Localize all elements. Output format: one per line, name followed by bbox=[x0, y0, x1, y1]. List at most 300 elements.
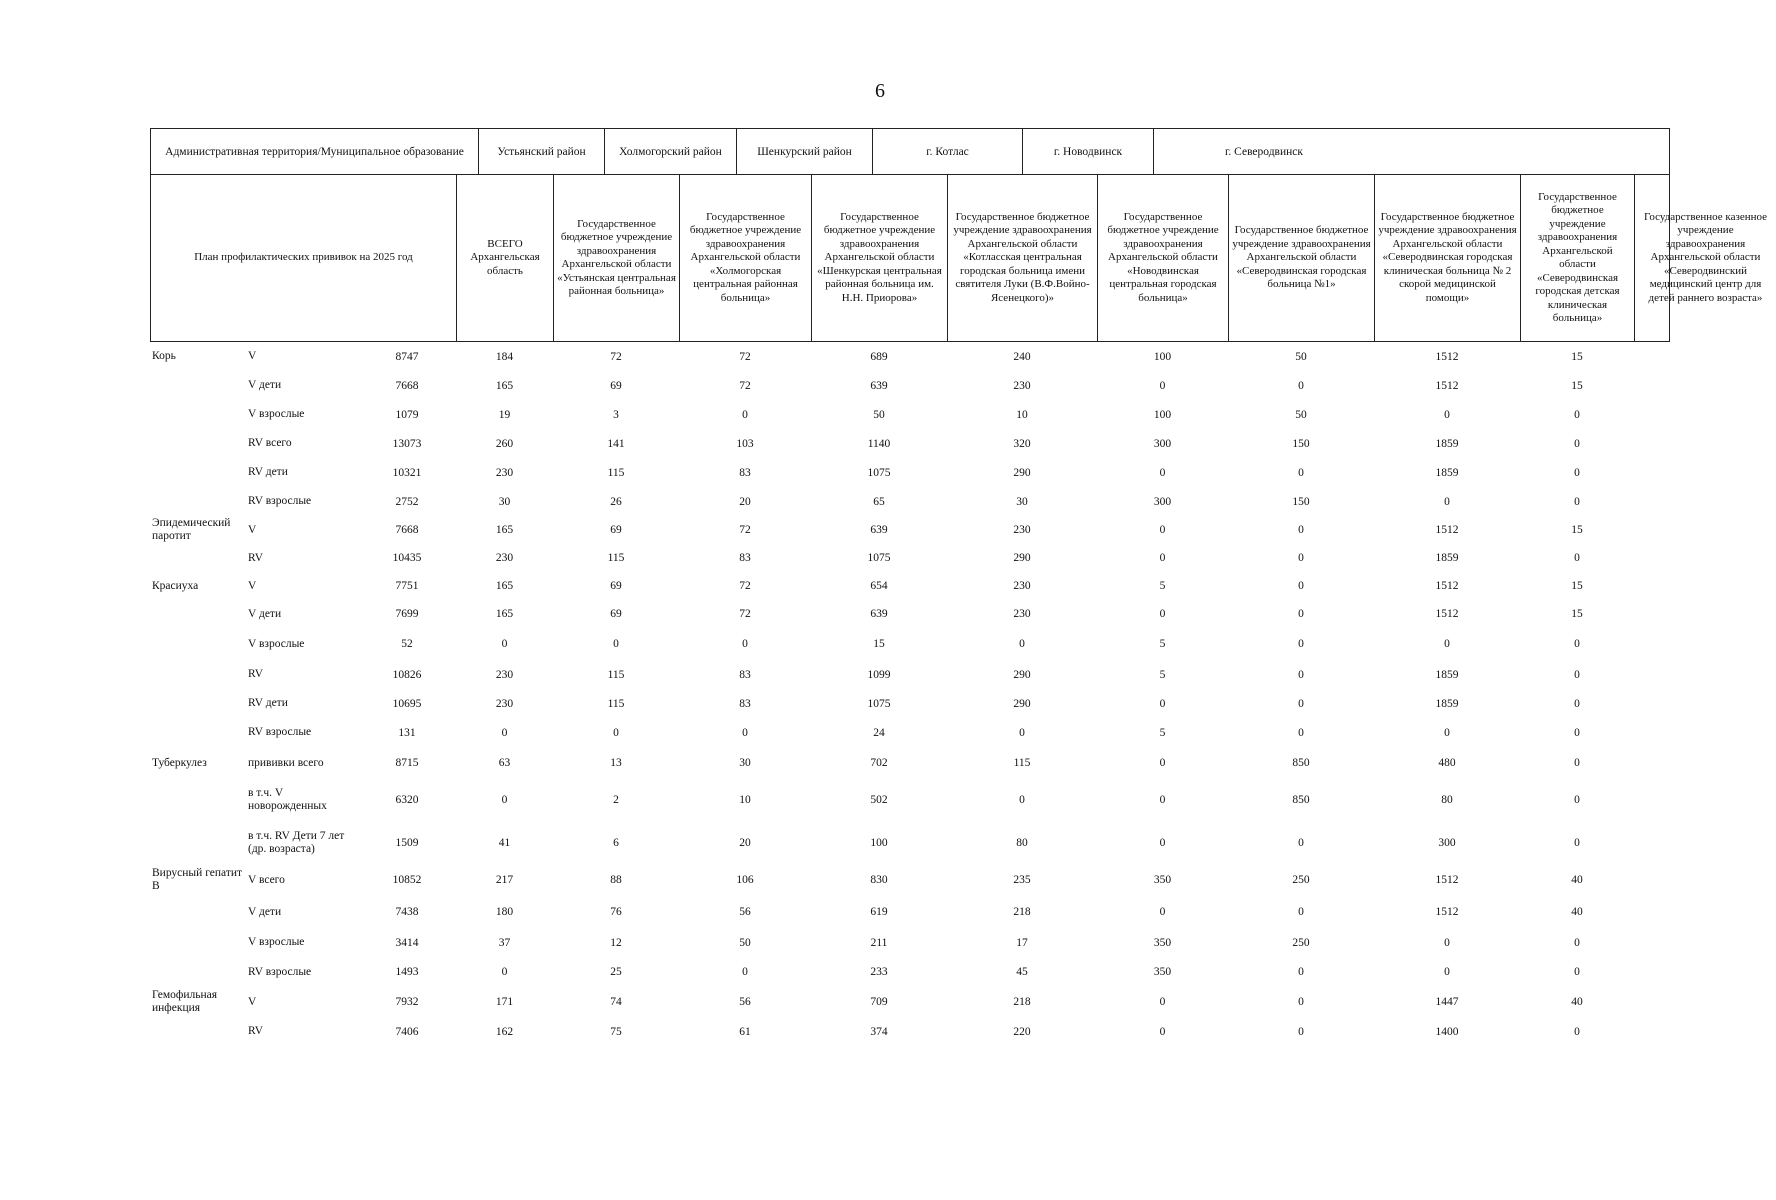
institution-value: 350 bbox=[1153, 874, 1172, 886]
institution-value: 1859 bbox=[1435, 668, 1459, 681]
institution-value: 300 bbox=[1153, 437, 1172, 450]
institution-value: 0 bbox=[501, 726, 508, 739]
table-row bbox=[150, 544, 1670, 572]
page-number: 6 bbox=[875, 80, 885, 102]
table-row bbox=[150, 689, 1670, 718]
table-row bbox=[150, 516, 1670, 544]
institution-value: 0 bbox=[1298, 379, 1304, 392]
institution-value: 0 bbox=[1298, 697, 1304, 710]
institution-value: 10 bbox=[1016, 408, 1028, 421]
institution-value: 0 bbox=[1574, 966, 1580, 978]
institution-value: 0 bbox=[1298, 966, 1304, 978]
total-value: 8715 bbox=[395, 757, 419, 769]
institution-value: 1512 bbox=[1435, 350, 1459, 363]
institution-value: 0 bbox=[1159, 552, 1166, 564]
district-header: Холмогорский район bbox=[605, 129, 737, 174]
institution-header: Государственное бюджетное учреждение здравоохранения Архангельской области «Северодвинская городская клиническая больница № 2 скорой медицинской помощи» bbox=[1375, 175, 1521, 341]
vaccination-type-label: RV взрослые bbox=[248, 495, 312, 507]
institution-value: 0 bbox=[742, 408, 748, 421]
institution-value: 165 bbox=[495, 524, 514, 536]
institution-value: 30 bbox=[498, 495, 511, 508]
institution-value: 300 bbox=[1153, 495, 1172, 508]
total-value: 10321 bbox=[392, 466, 422, 479]
institution-value: 0 bbox=[1298, 1025, 1304, 1038]
institution-value: 61 bbox=[739, 1025, 751, 1038]
institution-value: 0 bbox=[1444, 408, 1450, 421]
institution-value: 0 bbox=[1159, 697, 1166, 710]
institution-value: 230 bbox=[1013, 608, 1031, 620]
vaccination-type-label: V bbox=[248, 350, 257, 362]
institution-value: 217 bbox=[495, 874, 514, 886]
institution-value: 689 bbox=[870, 350, 888, 363]
institution-value: 290 bbox=[1013, 668, 1031, 681]
vaccination-type-label: V bbox=[248, 523, 257, 536]
institution-header: Государственное бюджетное учреждение здравоохранения Архангельской области «Шенкурская центральная районная больница им. Н.Н. Приорова» bbox=[812, 175, 948, 341]
total-value: 7406 bbox=[395, 1025, 419, 1038]
institution-value: 100 bbox=[1153, 408, 1172, 421]
total-value: 1509 bbox=[395, 836, 419, 849]
table-row bbox=[150, 400, 1670, 429]
institution-value: 374 bbox=[870, 1025, 888, 1038]
institution-value: 50 bbox=[739, 936, 751, 949]
institution-value: 1099 bbox=[867, 668, 891, 681]
institution-value: 230 bbox=[495, 552, 514, 564]
institution-value: 230 bbox=[495, 466, 514, 479]
institution-value: 56 bbox=[739, 996, 751, 1008]
institution-value: 350 bbox=[1153, 966, 1172, 978]
institution-value: 211 bbox=[870, 936, 888, 949]
vaccination-type-label: RV bbox=[248, 551, 264, 564]
institution-value: 69 bbox=[610, 580, 622, 592]
institution-value: 0 bbox=[1574, 552, 1580, 564]
institution-value: 0 bbox=[1444, 966, 1450, 978]
institution-value: 0 bbox=[1444, 726, 1450, 739]
institution-value: 290 bbox=[1013, 552, 1031, 564]
institution-value: 0 bbox=[1574, 437, 1580, 450]
institution-value: 56 bbox=[739, 906, 751, 918]
institution-value: 0 bbox=[742, 966, 748, 978]
institution-value: 3 bbox=[613, 408, 619, 421]
institution-value: 1075 bbox=[867, 697, 891, 710]
institution-header: Государственное бюджетное учреждение здравоохранения Архангельской области «Устьянская центральная районная больница» bbox=[554, 175, 680, 341]
institution-value: 26 bbox=[610, 495, 622, 508]
institution-value: 100 bbox=[870, 836, 888, 849]
vaccination-type-label: RV bbox=[248, 1025, 264, 1037]
institution-value: 0 bbox=[1159, 757, 1166, 769]
institution-value: 0 bbox=[1574, 757, 1580, 769]
vaccination-type-label: V дети bbox=[248, 379, 282, 391]
institution-value: 75 bbox=[610, 1025, 622, 1038]
institution-value: 1400 bbox=[1435, 1025, 1459, 1038]
institution-value: 0 bbox=[1298, 580, 1304, 592]
vaccination-type-label: V дети bbox=[248, 607, 282, 620]
vaccination-type-label: RV дети bbox=[248, 697, 288, 709]
table-row bbox=[150, 342, 1670, 371]
table-body bbox=[150, 342, 1670, 1046]
infection-label: Туберкулез bbox=[152, 756, 207, 769]
institution-value: 639 bbox=[870, 608, 888, 620]
total-value: 7932 bbox=[395, 996, 419, 1008]
institution-value: 0 bbox=[613, 726, 619, 739]
institution-value: 0 bbox=[1159, 836, 1166, 849]
institution-value: 0 bbox=[1574, 936, 1580, 949]
institution-value: 74 bbox=[610, 996, 622, 1008]
district-header: г. Котлас bbox=[873, 129, 1023, 174]
institution-value: 30 bbox=[739, 757, 751, 769]
infection-label: Корь bbox=[152, 350, 176, 362]
institution-value: 0 bbox=[1444, 495, 1450, 508]
institution-value: 639 bbox=[870, 524, 888, 536]
total-value: 13073 bbox=[392, 437, 422, 450]
district-header: г. Новодвинск bbox=[1023, 129, 1154, 174]
institution-value: 63 bbox=[498, 757, 511, 769]
institution-value: 0 bbox=[1298, 668, 1304, 681]
institution-value: 1512 bbox=[1435, 608, 1459, 620]
institution-value: 260 bbox=[495, 437, 514, 450]
institution-value: 115 bbox=[1013, 757, 1031, 769]
institution-value: 1512 bbox=[1435, 524, 1459, 536]
institution-value: 1512 bbox=[1435, 580, 1459, 592]
district-header: Устьянский район bbox=[479, 129, 605, 174]
institution-value: 230 bbox=[1013, 379, 1031, 392]
infection-label: Эпидемический паротит bbox=[152, 517, 231, 542]
institution-value: 24 bbox=[873, 726, 885, 739]
institution-value: 180 bbox=[495, 906, 514, 918]
institution-value: 1075 bbox=[867, 466, 891, 479]
table-row bbox=[150, 747, 1670, 779]
institution-header: Государственное бюджетное учреждение здравоохранения Архангельской области «Новодвинская центральная городская больница» bbox=[1098, 175, 1229, 341]
table-row bbox=[150, 957, 1670, 987]
institution-value: 0 bbox=[1019, 638, 1025, 650]
institution-value: 41 bbox=[498, 836, 511, 849]
institution-value: 162 bbox=[495, 1025, 514, 1038]
institution-value: 171 bbox=[495, 996, 514, 1008]
vaccination-type-label: RV bbox=[248, 668, 264, 680]
total-value: 10695 bbox=[392, 697, 422, 710]
institution-value: 69 bbox=[610, 608, 622, 620]
infection-label: Красиуха bbox=[152, 579, 199, 592]
vaccination-type-label: RV взрослые bbox=[248, 726, 312, 738]
institution-value: 69 bbox=[610, 524, 622, 536]
institution-value: 0 bbox=[1019, 726, 1025, 739]
institution-value: 830 bbox=[870, 874, 888, 886]
institution-value: 65 bbox=[873, 495, 885, 508]
total-value: 7668 bbox=[395, 524, 419, 536]
institution-header: Государственное бюджетное учреждение здравоохранения Архангельской области «Северодвинская городская детская клиническая больница» bbox=[1521, 175, 1635, 341]
institution-value: 72 bbox=[739, 608, 751, 620]
institution-value: 5 bbox=[1159, 726, 1166, 739]
institution-value: 5 bbox=[1159, 668, 1166, 681]
institution-value: 235 bbox=[1013, 874, 1031, 886]
institution-value: 850 bbox=[1292, 794, 1310, 806]
vaccination-type-label: прививки всего bbox=[248, 756, 324, 769]
institution-value: 83 bbox=[739, 697, 751, 710]
vaccination-type-label: V взрослые bbox=[248, 936, 305, 948]
institution-value: 0 bbox=[1298, 524, 1304, 536]
institution-value: 0 bbox=[1298, 552, 1304, 564]
institution-value: 0 bbox=[1298, 638, 1304, 650]
institution-value: 0 bbox=[1574, 638, 1580, 650]
institution-value: 50 bbox=[873, 408, 885, 421]
institution-value: 502 bbox=[870, 794, 888, 806]
vaccination-type-label: V bbox=[248, 995, 257, 1008]
total-value: 7668 bbox=[395, 379, 419, 392]
table-row bbox=[150, 458, 1670, 487]
table-row bbox=[150, 371, 1670, 400]
vaccination-type-label: V взрослые bbox=[248, 637, 305, 650]
total-value: 10826 bbox=[392, 668, 422, 681]
institution-value: 218 bbox=[1013, 906, 1031, 918]
institution-value: 72 bbox=[739, 580, 751, 592]
institution-value: 0 bbox=[1159, 524, 1166, 536]
institution-value: 13 bbox=[610, 757, 622, 769]
institution-value: 165 bbox=[495, 580, 514, 592]
total-value: 131 bbox=[398, 726, 416, 739]
institution-value: 10 bbox=[739, 794, 751, 806]
institution-value: 141 bbox=[607, 437, 625, 450]
institution-value: 69 bbox=[610, 379, 622, 392]
institution-value: 1859 bbox=[1435, 437, 1459, 450]
table-row bbox=[150, 1017, 1670, 1046]
total-value: 3414 bbox=[395, 936, 419, 949]
institution-value: 5 bbox=[1159, 580, 1166, 592]
institution-value: 6 bbox=[613, 836, 619, 849]
table-header-row bbox=[150, 128, 1670, 174]
institution-value: 0 bbox=[1574, 836, 1580, 849]
institution-value: 76 bbox=[610, 906, 622, 918]
institution-value: 0 bbox=[1298, 906, 1304, 918]
institution-value: 83 bbox=[739, 668, 751, 681]
institution-value: 0 bbox=[501, 966, 508, 978]
institution-value: 165 bbox=[495, 608, 514, 620]
institution-value: 40 bbox=[1571, 906, 1583, 918]
institution-value: 80 bbox=[1016, 836, 1028, 849]
institution-value: 290 bbox=[1013, 466, 1031, 479]
institution-header: Государственное казенное учреждение здравоохранения Архангельской области «Северодвинский медицинский центр для детей раннего возраста» bbox=[1643, 210, 1767, 304]
institution-value: 15 bbox=[1571, 608, 1583, 620]
institution-value: 233 bbox=[870, 966, 888, 978]
institution-value: 2 bbox=[613, 794, 619, 806]
total-value: 2752 bbox=[395, 495, 419, 508]
institution-value: 40 bbox=[1571, 996, 1583, 1008]
institution-value: 0 bbox=[1159, 794, 1166, 806]
institution-value: 1512 bbox=[1435, 874, 1459, 886]
institution-value: 240 bbox=[1013, 350, 1031, 363]
institution-value: 17 bbox=[1016, 936, 1028, 949]
institution-value: 0 bbox=[1159, 906, 1166, 918]
institution-value: 0 bbox=[1444, 936, 1450, 949]
institution-value: 0 bbox=[1574, 408, 1580, 421]
institution-value: 0 bbox=[501, 794, 508, 806]
institution-value: 5 bbox=[1159, 638, 1166, 650]
institution-value: 0 bbox=[1574, 495, 1580, 508]
institution-value: 150 bbox=[1292, 495, 1310, 508]
institution-value: 0 bbox=[1574, 668, 1580, 681]
institution-value: 1859 bbox=[1435, 552, 1459, 564]
vaccination-type-label: V дети bbox=[248, 905, 282, 918]
table-row bbox=[150, 628, 1670, 660]
institution-value: 639 bbox=[870, 379, 888, 392]
institution-value: 50 bbox=[1295, 350, 1307, 363]
institution-value: 709 bbox=[870, 996, 888, 1008]
institution-value: 83 bbox=[739, 466, 751, 479]
institution-value: 1140 bbox=[867, 437, 891, 450]
total-value: 10435 bbox=[392, 552, 422, 564]
institution-value: 619 bbox=[870, 906, 888, 918]
institution-value: 100 bbox=[1153, 350, 1172, 363]
institution-value: 0 bbox=[1444, 638, 1450, 650]
institution-value: 0 bbox=[1298, 836, 1304, 849]
infection-label: Вирусный гепатит В bbox=[152, 867, 243, 892]
total-value: 7751 bbox=[395, 580, 419, 592]
institution-value: 15 bbox=[1571, 524, 1583, 536]
institution-value: 20 bbox=[739, 836, 751, 849]
institution-value: 1447 bbox=[1435, 996, 1459, 1008]
institution-value: 0 bbox=[1159, 608, 1166, 620]
infection-label: Гемофильная инфекция bbox=[152, 989, 218, 1014]
table-row bbox=[150, 779, 1670, 821]
institution-value: 0 bbox=[1159, 1025, 1166, 1038]
institution-value: 230 bbox=[495, 697, 514, 710]
vaccination-type-label: RV взрослые bbox=[248, 965, 312, 978]
institution-value: 1859 bbox=[1435, 697, 1459, 710]
table-row bbox=[150, 660, 1670, 689]
institution-value: 0 bbox=[1574, 697, 1580, 710]
vaccination-type-label: в т.ч. V новорожденных bbox=[248, 787, 327, 812]
institution-value: 0 bbox=[1159, 996, 1166, 1008]
institution-value: 0 bbox=[1298, 726, 1304, 739]
district-header: г. Северодвинск bbox=[1224, 145, 1303, 158]
institution-value: 115 bbox=[607, 466, 625, 479]
institution-value: 702 bbox=[870, 757, 888, 769]
vaccination-type-label: V взрослые bbox=[248, 408, 305, 420]
institution-value: 72 bbox=[739, 524, 751, 536]
institution-value: 0 bbox=[1159, 379, 1166, 392]
institution-value: 850 bbox=[1292, 757, 1310, 769]
institution-value: 1859 bbox=[1435, 466, 1459, 479]
institution-value: 220 bbox=[1013, 1025, 1031, 1038]
total-value: 8747 bbox=[395, 350, 419, 363]
institution-value: 165 bbox=[495, 379, 514, 392]
institution-value: 0 bbox=[613, 638, 619, 650]
institution-value: 184 bbox=[495, 350, 514, 363]
institution-value: 0 bbox=[501, 638, 508, 650]
table-row bbox=[150, 487, 1670, 516]
table-row bbox=[150, 928, 1670, 957]
institution-value: 250 bbox=[1292, 936, 1310, 949]
institution-value: 654 bbox=[870, 580, 888, 592]
institution-value: 0 bbox=[742, 726, 748, 739]
institution-value: 230 bbox=[1013, 580, 1031, 592]
institution-value: 106 bbox=[736, 874, 754, 886]
institution-value: 0 bbox=[1298, 466, 1304, 479]
institution-value: 45 bbox=[1016, 966, 1028, 978]
institution-value: 1075 bbox=[867, 552, 891, 564]
institution-header: Государственное бюджетное учреждение здравоохранения Архангельской области «Котласская центральная городская больница имени святителя Луки (В.Ф.Войно-Ясенецкого)» bbox=[948, 175, 1098, 341]
vaccination-type-label: V всего bbox=[248, 873, 285, 886]
institution-value: 103 bbox=[736, 437, 754, 450]
institution-value: 300 bbox=[1438, 836, 1456, 849]
vaccination-plan-table bbox=[150, 128, 1767, 1046]
total-value: 1079 bbox=[395, 408, 419, 421]
institution-value: 72 bbox=[739, 379, 751, 392]
institution-value: 0 bbox=[1159, 466, 1166, 479]
institution-header: Государственное бюджетное учреждение здравоохранения Архангельской области «Северодвинская городская больница №1» bbox=[1229, 175, 1375, 341]
institution-value: 1512 bbox=[1435, 379, 1459, 392]
vaccination-type-label: в т.ч. RV Дети 7 лет (др. возраста) bbox=[248, 829, 345, 855]
total-value: 6320 bbox=[395, 794, 419, 806]
institution-value: 480 bbox=[1438, 757, 1456, 769]
plan-header: План профилактических прививок на 2025 год bbox=[151, 175, 457, 341]
institution-value: 15 bbox=[1571, 350, 1583, 363]
institution-value: 80 bbox=[1441, 794, 1453, 806]
total-header: ВСЕГО Архангельская область bbox=[457, 175, 554, 341]
vaccination-type-label: V bbox=[248, 579, 257, 592]
institution-value: 1512 bbox=[1435, 906, 1459, 918]
institution-value: 40 bbox=[1571, 874, 1583, 886]
institution-value: 15 bbox=[1571, 379, 1583, 392]
institution-value: 0 bbox=[1298, 996, 1304, 1008]
table-row bbox=[150, 896, 1670, 928]
institution-value: 15 bbox=[1571, 580, 1583, 592]
institution-value: 0 bbox=[1574, 466, 1580, 479]
institution-value: 20 bbox=[739, 495, 751, 508]
institution-value: 15 bbox=[873, 638, 885, 650]
institution-value: 19 bbox=[498, 408, 511, 421]
table-row bbox=[150, 987, 1670, 1017]
institution-value: 88 bbox=[610, 874, 622, 886]
table-row bbox=[150, 718, 1670, 747]
total-value: 7438 bbox=[395, 906, 419, 918]
institution-value: 230 bbox=[1013, 524, 1031, 536]
total-value: 52 bbox=[401, 638, 413, 650]
institution-value: 12 bbox=[610, 936, 622, 949]
table-row bbox=[150, 864, 1670, 896]
institution-value: 0 bbox=[742, 638, 748, 650]
table-subheader-row bbox=[150, 174, 1767, 342]
table-row bbox=[150, 429, 1670, 458]
institution-value: 230 bbox=[495, 668, 514, 681]
institution-value: 0 bbox=[1574, 726, 1580, 739]
institution-value: 83 bbox=[739, 552, 751, 564]
institution-value: 30 bbox=[1016, 495, 1028, 508]
institution-value: 72 bbox=[610, 350, 622, 363]
institution-value: 25 bbox=[610, 966, 622, 978]
total-value: 10852 bbox=[392, 874, 422, 886]
vaccination-type-label: RV всего bbox=[248, 437, 292, 449]
institution-value: 37 bbox=[498, 936, 511, 949]
institution-value: 150 bbox=[1292, 437, 1310, 450]
table-row bbox=[150, 600, 1670, 628]
institution-value: 290 bbox=[1013, 697, 1031, 710]
institution-value: 0 bbox=[1574, 794, 1580, 806]
institution-value: 115 bbox=[607, 697, 625, 710]
institution-value: 0 bbox=[1019, 794, 1025, 806]
table-row bbox=[150, 572, 1670, 600]
institution-value: 50 bbox=[1295, 408, 1307, 421]
district-header: Шенкурский район bbox=[737, 129, 873, 174]
institution-value: 0 bbox=[1298, 608, 1304, 620]
total-value: 1493 bbox=[395, 966, 419, 978]
vaccination-type-label: RV дети bbox=[248, 466, 288, 478]
institution-value: 115 bbox=[607, 552, 625, 564]
territory-header: Административная территория/Муниципальное образование bbox=[151, 129, 479, 174]
table-row bbox=[150, 821, 1670, 864]
institution-value: 350 bbox=[1153, 936, 1172, 949]
institution-header: Государственное бюджетное учреждение здравоохранения Архангельской области «Холмогорская центральная районная больница» bbox=[680, 175, 812, 341]
total-value: 7699 bbox=[395, 608, 419, 620]
institution-value: 72 bbox=[739, 350, 751, 363]
